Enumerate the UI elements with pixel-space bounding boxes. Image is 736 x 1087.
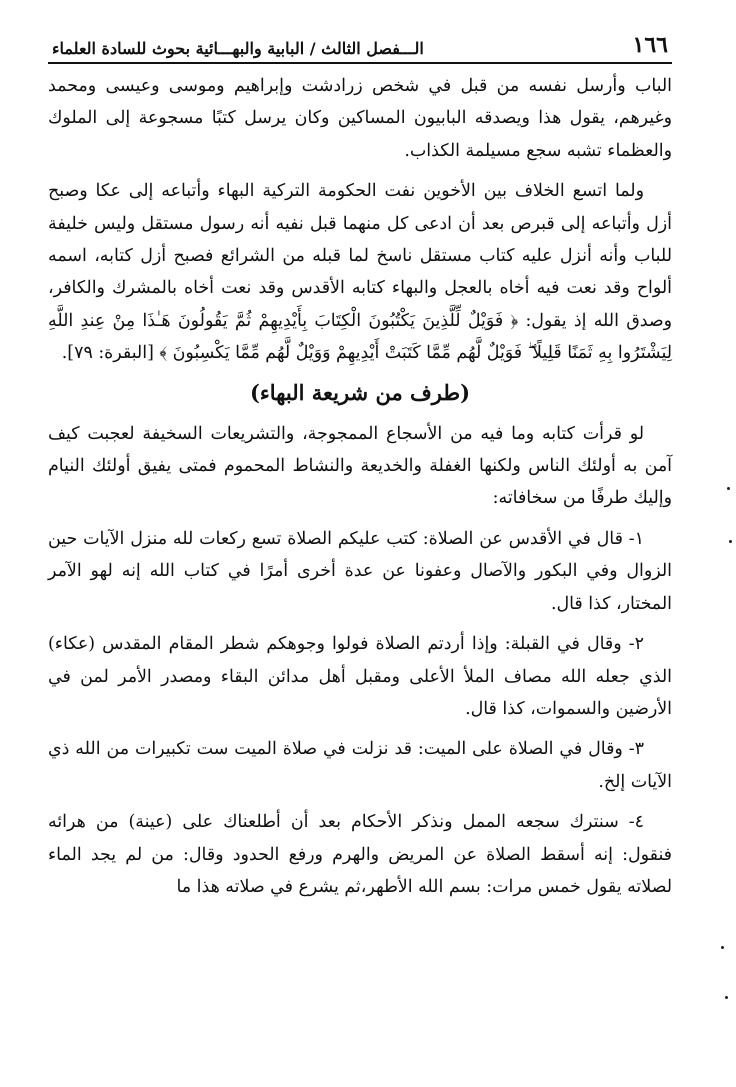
paragraph: الباب وأرسل نفسه من قبل في شخص زرادشت وإبراهيم وموسى وعيسى ومحمد وغيرهم، يقول هذا ويصدقه البابيون المساكين وكان يرسل كتبًا مسجوعة إلى الملوك والعظماء تشبه سجع مسيلمة الكذاب. [48, 76, 672, 161]
scan-mark [727, 487, 730, 490]
running-header [48, 28, 672, 64]
section-heading: (طرف من شريعة البهاء) [249, 379, 471, 405]
paragraph: لو قرأت كتابه وما فيه من الأسجاع الممجوجة، والتشريعات السخيفة لعجبت كيف آمن به أولئك الناس ولكنها الغفلة والخديعة والنشاط المحموم فمتى يفيق أولئك النيام وإليك طرفًا من سخافاته: [48, 423, 672, 509]
page-number: ١٦٦ [632, 32, 668, 58]
paragraph: ٣- وقال في الصلاة على الميت: قد نزلت في صلاة الميت ست تكبيرات من الله ذي الآيات إلخ. [48, 739, 672, 792]
paragraph: ولما اتسع الخلاف بين الأخوين نفت الحكومة التركية البهاء وأتباعه إلى عكا وصبح أزل وأتباعه إلى قبرص بعد أن ادعى كل منهما قبل نفيه أنه رسول مستقل وليس خليفة للباب وأنه أنزل عليه كتاب مستقل ناسخ لما قبله من الشرائع فصبح أزل كتابه، اسمه ألواح وقد نعت فيه أخاه بالعجل والبهاء كتابه الأقدس وقد نعت أخاه بالمشرك والكافر، وصدق الله إذ يقول: ﴿ فَوَيْلٌ لِّلَّذِينَ يَكْتُبُونَ الْكِتَابَ بِأَيْدِيهِمْ ثُمَّ يَقُولُونَ هَـٰذَا مِنْ عِندِ اللَّهِ لِيَشْتَرُوا بِهِ ثَمَنًا قَلِيلًا ۖ فَوَيْلٌ لَّهُم مِّمَّا كَتَبَتْ أَيْدِيهِمْ وَوَيْلٌ لَّهُم مِّمَّا يَكْسِبُونَ ﴾ [البقرة: ٧٩]. [48, 181, 672, 364]
document-page [48, 28, 672, 911]
paragraph: ٤- سنترك سجعه الممل ونذكر الأحكام بعد أن أطلعناك على (عينة) من هرائه فنقول: إنه أسقط الصلاة عن المريض والهرم ورفع الحدود وقال: من لم يجد الماء لصلاته يقول خمس مرات: بسم الله الأطهر،ثم يشرع في صلاته هذا ما [48, 812, 672, 897]
scan-mark [729, 540, 732, 543]
scan-mark [725, 996, 728, 999]
scan-mark [721, 946, 724, 949]
chapter-title: الـــفصل الثالث / البابية والبهـــائية بحوث للسادة العلماء [52, 39, 424, 58]
body-text [48, 70, 672, 903]
paragraph: ٢- وقال في القبلة: وإذا أردتم الصلاة فولوا وجوهكم شطر المقام المقدس (عكاء) الذي جعله الله مصاف الملأ الأعلى ومقبل أهل مدائن البقاء ومصدر الأمر لمن في الأرضين والسموات، كذا قال. [48, 634, 672, 719]
paragraph: ١- قال في الأقدس عن الصلاة: كتب عليكم الصلاة تسع ركعات لله منزل الآيات حين الزوال وفي البكور والآصال وعفونا عن عدة أخرى أمرًا في كتاب الله إنه لهو الآمر المختار، كذا قال. [48, 528, 672, 614]
